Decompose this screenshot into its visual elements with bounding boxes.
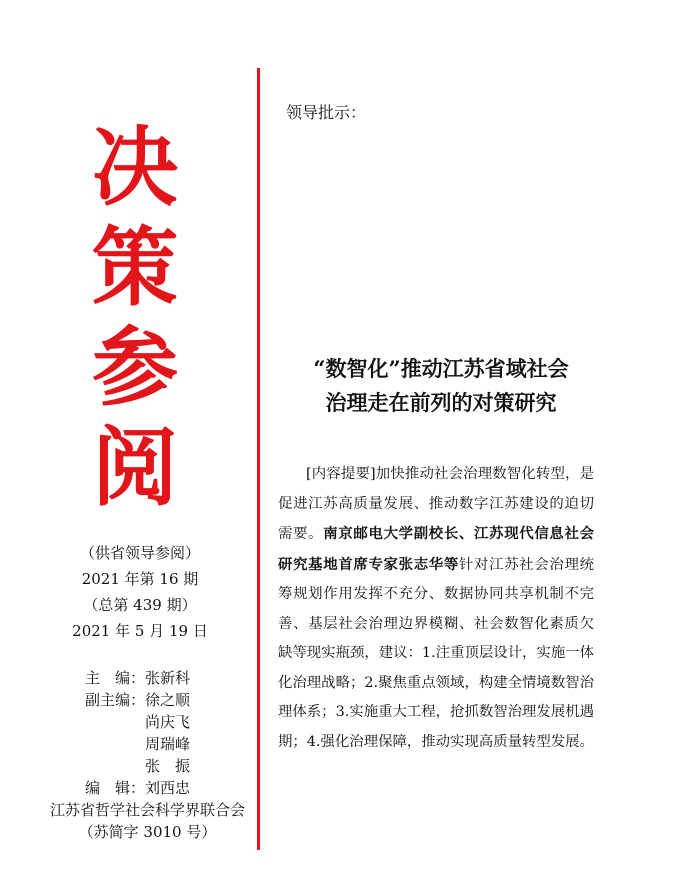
masthead-char: 参: [92, 317, 178, 418]
issue-number: 2021 年第 16 期: [81, 570, 199, 588]
editorial-board: [40, 667, 255, 843]
deputy-editor-name: 徐之顺: [145, 691, 191, 709]
masthead-char: 策: [92, 217, 178, 318]
leader-approval-label: 领导批示：: [286, 103, 367, 122]
chief-editor-row: [40, 667, 255, 689]
issue-info: [40, 540, 240, 644]
publisher-org: 江苏省哲学社会科学界联合会: [49, 801, 245, 819]
chief-editor-name: 张新科: [145, 669, 191, 687]
summary-label: [内容提要]: [306, 466, 376, 482]
masthead-char: 决: [92, 117, 178, 218]
title-line: “数智化”推动江苏省域社会: [313, 356, 569, 381]
title-line: 治理走在前列的对策研究: [325, 390, 557, 415]
deputy-editor-name: 尚庆飞: [145, 713, 191, 731]
deputy-editor-name: 张 振: [145, 757, 191, 775]
red-divider: [257, 68, 260, 850]
deputy-editor-row: [40, 733, 255, 755]
deputy-editor-row: [40, 755, 255, 777]
chief-editor-label: 主 编：: [84, 669, 145, 687]
total-issue-number: （总第 439 期）: [83, 596, 197, 614]
summary-text: 加快推动社会治理数智化转型，是促进江苏高质量发展、推动数字江苏建设的迫切需要。: [278, 466, 594, 542]
editor-name: 刘西忠: [145, 779, 191, 797]
editor-row: [40, 777, 255, 799]
permit-number: （苏简字 3010 号）: [78, 823, 217, 841]
summary-text: 针对江苏社会治理统筹规划作用发挥不充分、数据协同共享机制不完善、基层社会治理边界模糊、社会数智化素质欠缺等现实瓶颈，建议：1.注重顶层设计，实施一体化治理战略；2.聚焦重点领域，构建全情境数智治理体系；3.实施重大工程，抢抓数智治理发展机遇期；4.强化治理保障，推动实现高质量转型发展。: [278, 556, 594, 750]
deputy-editor-name: 周瑞峰: [145, 735, 191, 753]
summary-authors: 南京邮电大学副校长、江苏现代信息社会研究基地首席专家张志华等: [278, 525, 594, 573]
audience-note: （供省领导参阅）: [79, 544, 200, 562]
issue-date: 2021 年 5 月 19 日: [72, 622, 208, 640]
document-title: [276, 352, 606, 420]
deputy-editor-row: [40, 711, 255, 733]
masthead: [60, 118, 210, 518]
editor-label: 编 辑：: [84, 779, 145, 797]
masthead-char: 阅: [92, 417, 178, 518]
summary: [278, 460, 594, 757]
deputy-editor-row: [40, 689, 255, 711]
deputy-editor-label: 副主编：: [84, 691, 145, 709]
